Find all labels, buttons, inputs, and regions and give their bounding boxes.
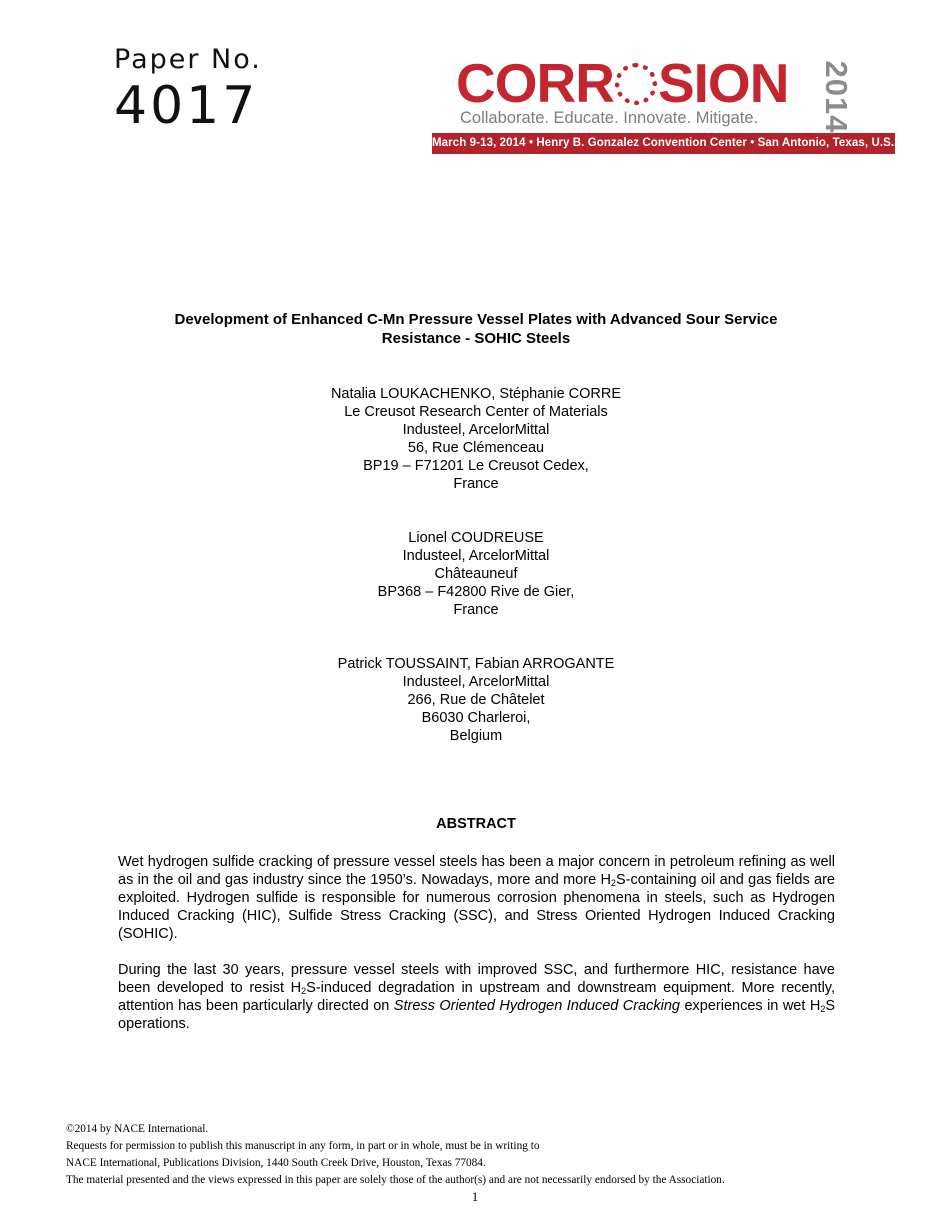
abstract-paragraph-2: During the last 30 years, pressure vessel steels with improved SSC, and furthermore HIC, resistance have been developed to resist $H_2S$-induced degradation in upstream and downstream equipment. More recently, attention has been particularly directed on Stress Oriented Hydrogen Induced Cracking experiences in wet $H_2S$ operations. [118, 962, 835, 1032]
conference-wordmark: CORR SION [456, 52, 789, 114]
conference-details-bar: March 9-13, 2014 • Henry B. Gonzalez Convention Center • San Antonio, Texas, U.S.A. [432, 133, 895, 154]
paper-title: Development of Enhanced C-Mn Pressure Vessel Plates with Advanced Sour Service Resistance - SOHIC Steels [174, 311, 778, 347]
abstract-heading: ABSTRACT [436, 816, 516, 832]
conference-tagline: Collaborate. Educate. Innovate. Mitigate. [460, 109, 759, 127]
author-block-1: Natalia LOUKACHENKO, Stéphanie CORRE Le Creusot Research Center of Materials Industeel, ArcelorMittal 56, Rue Clémenceau BP19 – F71201 Le Creusot Cedex, France [330, 386, 622, 492]
globe-o-icon [615, 63, 657, 105]
paper-label: Paper No. [114, 44, 262, 75]
paper-number: 4017 [114, 76, 259, 136]
paper-number-block [114, 44, 262, 134]
conference-year: 2014 [819, 60, 854, 134]
page-number: 1 [471, 1189, 479, 1204]
author-block-3: Patrick TOUSSAINT, Fabian ARROGANTE Industeel, ArcelorMittal 266, Rue de Châtelet B6030 Charleroi, Belgium [337, 656, 615, 744]
abstract-paragraph-1: Wet hydrogen sulfide cracking of pressure vessel steels has been a major concern in petroleum refining as well as in the oil and gas industry since the 1950’s. Nowadays, more and more $H_2S$-containing oil and gas fields are exploited. Hydrogen sulfide is responsible for numerous corrosion phenomena in steels, such as Hydrogen Induced Cracking (HIC), Sulfide Stress Cracking (SSC), and Stress Oriented Hydrogen Induced Cracking (SOHIC). [118, 854, 835, 942]
copyright-footer: ©2014 by NACE International. Requests for permission to publish this manuscript in any form, in part or in whole, must be in writing to NACE International, Publications Division, 1440 South Creek Drive, Houston, Texas 77084. The material presented and the views expressed in this paper are solely those of the author(s) and are not necessarily endorsed by the Association. [66, 1123, 725, 1186]
conference-logo [432, 52, 906, 155]
author-block-2: Lionel COUDREUSE Industeel, ArcelorMittal Châteauneuf BP368 – F42800 Rive de Gier, France [377, 530, 575, 618]
